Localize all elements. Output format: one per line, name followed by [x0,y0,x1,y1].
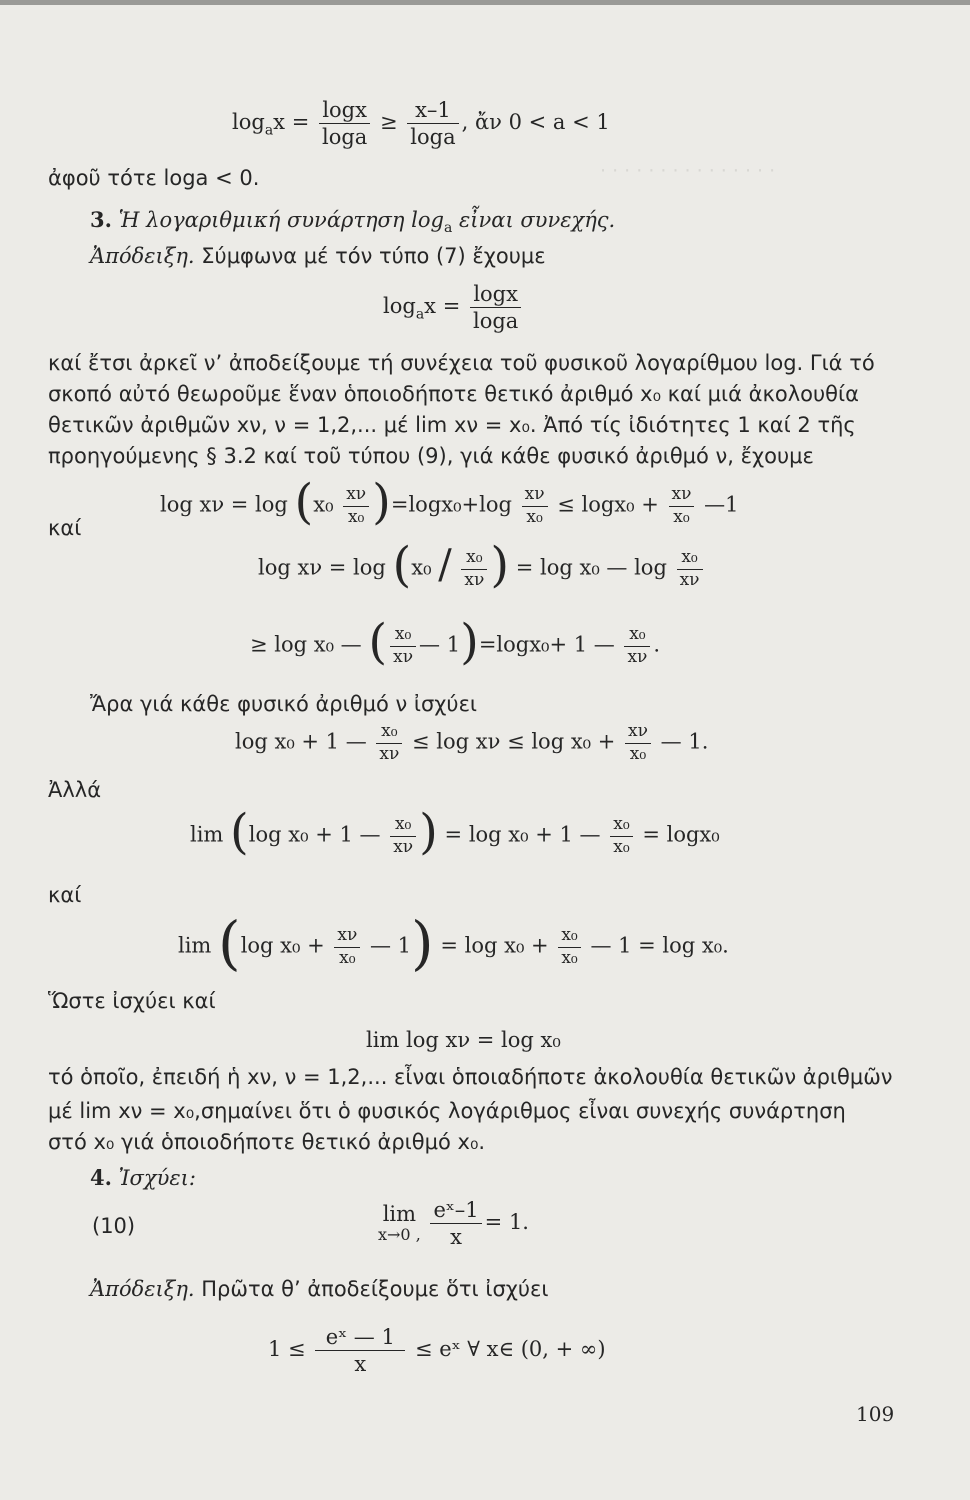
equation-4: log xν = log (x₀ / $\frac{\text{x₀}}{x\nu}$ ) = log x₀ — log $\frac{\text{x₀}}{x\nu}$ [258,545,706,593]
label-kai-2: καί [48,883,82,907]
paragraph-line-4: προηγούμενης § 3.2 καί τοῦ τύπου (9), γιά κάθε φυσικό ἀριθμό ν, ἔχουμε [48,444,814,468]
equation-3: log xν = log (x₀ $\frac{x\nu}{\text{x₀}}$ )=logx₀+log $\frac{x\nu}{\text{x₀}}$ ≤ logx₀ + $\frac{x\nu}{\text{x₀}}$ —1 [160,474,739,530]
paragraph-line-3: θετικῶν ἀριθμῶν xν, ν = 1,2,... μέ lim xν = x₀. Ἀπό τίς ἰδιότητες 1 καί 2 τῆς [48,413,856,437]
equation-8: lim (log x₀ + $\frac{x\nu}{\text{x₀}}$ — 1) = log x₀ + $\frac{\text{x₀}}{\text{x₀}}$ — 1 = log x₀. [178,909,729,977]
equation-9: lim log xν = log x₀ [366,1028,561,1052]
text-line-1: ἀφοῦ τότε loga < 0. [48,166,260,190]
text-oste: Ὥστε ἰσχύει καί [48,989,216,1013]
conclusion-line-3: στό x₀ γιά ὁποιοδήποτε θετικό ἀριθμό x₀. [48,1130,486,1154]
section-4-heading: 4. Ἰσχύει: [90,1165,196,1190]
equation-7: lim (log x₀ + 1 — $\frac{\text{x₀}}{x\nu}$ ) = log x₀ + 1 — $\frac{\text{x₀}}{\text{x₀}}$ = logx₀ [190,804,720,860]
equation-11: 1 ≤ $\frac{\text{eˣ — 1}}{x}$ ≤ eˣ ∀ x∈ (0, + ∞) [268,1325,606,1377]
paragraph-line-1: καί ἔτσι ἀρκεῖ ν’ ἀποδείξουμε τή συνέχεια τοῦ φυσικοῦ λογαρίθμου log. Γιά τό [48,351,875,375]
label-kai-1: καί [48,516,82,540]
page-top-edge [0,0,970,5]
proof-2-intro: Ἀπόδειξη. Πρῶτα θ’ ἀποδείξουμε ὅτι ἰσχύει [90,1277,549,1301]
equation-6: log x₀ + 1 — $\frac{\text{x₀}}{x\nu}$ ≤ log xν ≤ log x₀ + $\frac{x\nu}{\text{x₀}}$ — 1. [235,721,709,764]
section-3-heading: 3. Ἡ λογαριθμική συνάρτηση $\log_a$ εἶναι συνεχής. [90,207,616,237]
text-ara: Ἄρα γιά κάθε φυσικό ἀριθμό ν ἰσχύει [90,692,478,716]
page-number: 109 [856,1402,895,1426]
paragraph-line-2: σκοπό αὐτό θεωροῦμε ἕναν ὁποιοδήποτε θετικό ἀριθμό x₀ καί μιά ἀκολουθία [48,382,859,406]
equation-2: $\log_ax$ = $\frac{\log x}{\log a}$ [383,282,524,333]
bleed-through-text: · · · · · · · · · · · · · · · [600,160,776,182]
equation-10: lim x→0 , $\frac{\text{eˣ–1}}{x}$ = 1. [378,1198,529,1250]
equation-1: $\log_ax$ = $\frac{\log x}{\log a}$ ≥ $\frac{x-1}{\log a}$ , ἄν 0 < a < 1 [232,98,610,150]
equation-10-label: (10) [92,1214,136,1238]
equation-5: ≥ log x₀ — ( $\frac{\text{x₀}}{x\nu}$ — 1)=logx₀+ 1 — $\frac{\text{x₀}}{x\nu}$ . [250,614,661,670]
proof-intro: Ἀπόδειξη. Σύμφωνα μέ τόν τύπο (7) ἔχουμε [90,244,546,268]
conclusion-line-2: μέ lim xν = x₀,σημαίνει ὅτι ὁ φυσικός λογάριθμος εἶναι συνεχής συνάρτηση [48,1099,846,1123]
conclusion-line-1: τό ὁποῖο, ἐπειδή ἡ xν, ν = 1,2,... εἶναι ὁποιαδήποτε ἀκολουθία θετικῶν ἀριθμῶν [48,1065,893,1089]
label-alla: Ἀλλά [48,778,102,802]
